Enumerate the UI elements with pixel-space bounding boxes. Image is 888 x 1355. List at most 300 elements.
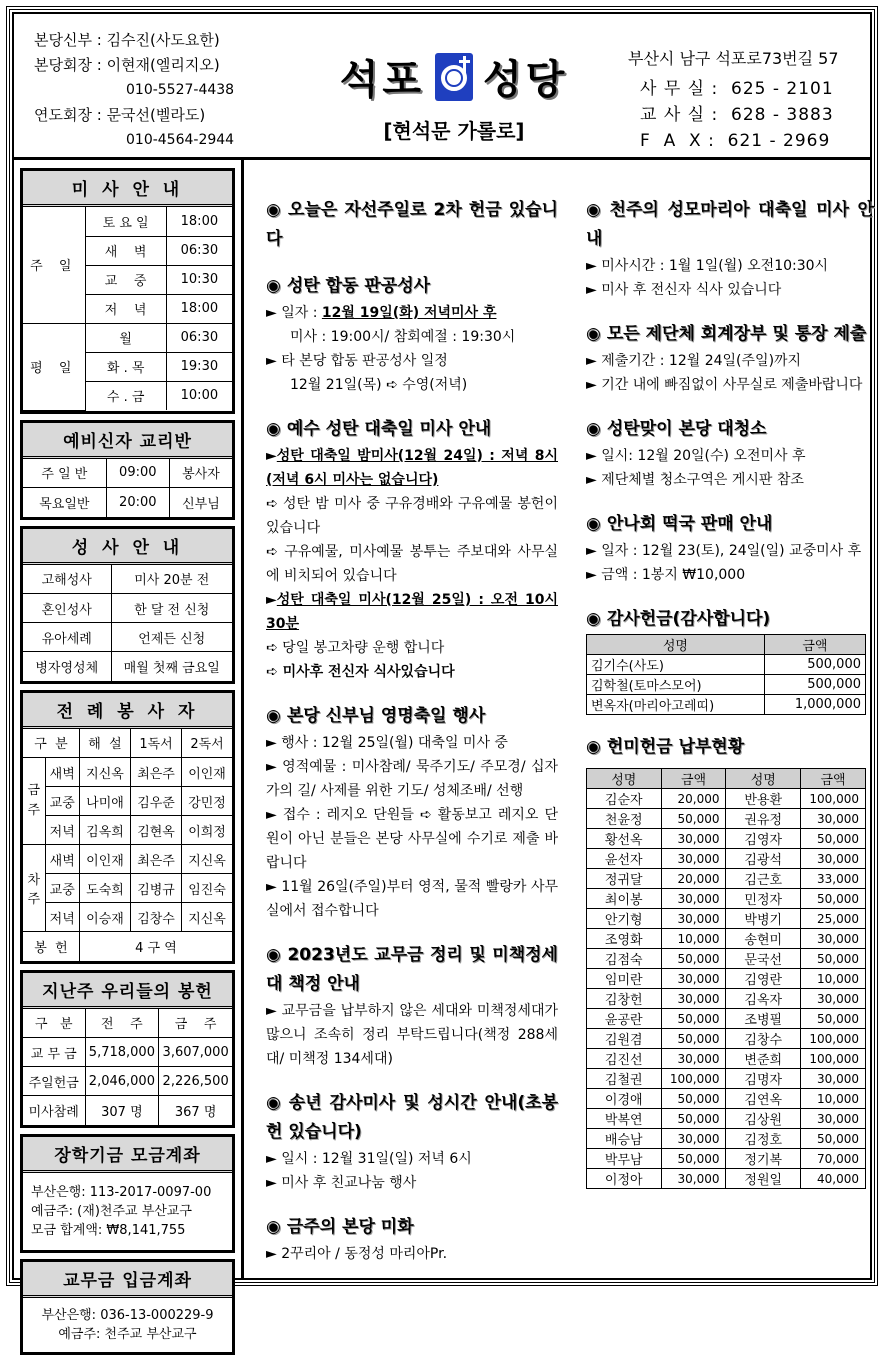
class-teacher: 봉사자 — [169, 459, 232, 488]
announcement-line: ► 일자 : 12월 23(토), 24일(일) 교중미사 후 — [586, 543, 862, 559]
server: 지신옥 — [79, 758, 130, 787]
yearly-president-row: 연도회장 : 문국선(벨라도) — [34, 106, 206, 124]
donor-name: 김상원 — [726, 1109, 801, 1129]
announcement-title: 성탄맞이 본당 대청소 — [606, 419, 767, 439]
server: 최은주 — [131, 758, 182, 787]
contact-info — [628, 46, 839, 154]
bullet-icon: ◉ — [266, 1217, 281, 1237]
donor-name: 조영화 — [587, 929, 662, 949]
catechumen-table — [23, 459, 232, 517]
dues-account-title: 교무금 입금계좌 — [23, 1262, 232, 1298]
server: 도숙희 — [79, 874, 130, 903]
announcement-title: 모든 제단체 회계장부 및 통장 제출 — [606, 324, 867, 344]
slot: 교중 — [45, 874, 79, 903]
bulletin-header — [14, 14, 870, 160]
donor-name: 황선옥 — [587, 829, 662, 849]
server: 최은주 — [131, 845, 182, 874]
announcements-right — [578, 160, 874, 1278]
donor-name: 박무남 — [587, 1149, 662, 1169]
donation-amount: 500,000 — [764, 655, 865, 675]
donation-amount: 30,000 — [661, 1129, 726, 1149]
donor-name: 배승남 — [587, 1129, 662, 1149]
donor-name: 정원일 — [726, 1169, 801, 1189]
class-time: 09:00 — [106, 459, 169, 488]
donor-name: 이정아 — [587, 1169, 662, 1189]
bullet-icon: ◉ — [266, 276, 281, 296]
announcement-line: ► 11월 26일(주일)부터 영적, 물적 빨랑카 사무실에서 접수합니다 — [266, 879, 558, 919]
announcement-line: ► 미사 후 친교나눔 행사 — [266, 1175, 417, 1191]
table-row — [587, 1049, 866, 1069]
announcement-line: ► 미사 후 전신자 식사 있습니다 — [586, 282, 782, 298]
donor-name: 박복연 — [587, 1109, 662, 1129]
donation-amount: 10,000 — [801, 1089, 866, 1109]
sacrament-name: 고해성사 — [23, 565, 111, 594]
mass-name: 교 중 — [85, 265, 166, 294]
donation-amount: 500,000 — [764, 675, 865, 695]
sacrament-info: 한 달 전 신청 — [111, 594, 232, 623]
donation-amount: 20,000 — [661, 789, 726, 809]
donor-name: 변옥자(마리아고레띠) — [587, 695, 765, 715]
col-header: 성명 — [726, 769, 801, 789]
table-row — [587, 849, 866, 869]
col-header: 1독서 — [131, 729, 182, 758]
donor-name: 민정자 — [726, 889, 801, 909]
donor-name: 문국선 — [726, 949, 801, 969]
announcement-title: 예수 성탄 대축일 미사 안내 — [286, 419, 492, 439]
class-time: 20:00 — [106, 488, 169, 517]
table-row — [587, 889, 866, 909]
donor-name: 김기수(사도) — [587, 655, 765, 675]
announcement — [266, 272, 558, 397]
mass-time: 06:30 — [166, 236, 232, 265]
server: 김현옥 — [131, 816, 182, 845]
donation-amount: 70,000 — [801, 1149, 866, 1169]
table-row — [587, 1089, 866, 1109]
donation-amount: 100,000 — [661, 1069, 726, 1089]
bullet-icon: ◉ — [266, 945, 282, 965]
president-name: 이현재(엘리지오) — [106, 56, 220, 74]
announcement-line: ► 기간 내에 빠짐없이 사무실로 제출바랍니다 — [586, 377, 863, 393]
president-label: 본당회장 — [34, 56, 92, 74]
thanks-offering-section — [586, 605, 874, 715]
donor-name: 박병기 — [726, 909, 801, 929]
announcement-title: 천주의 성모마리아 대축일 미사 안내 — [586, 200, 874, 249]
announcement-title: 송년 감사미사 및 성시간 안내(초봉헌 있습니다) — [266, 1093, 558, 1142]
liturgy-servers-title: 전 례 봉 사 자 — [23, 693, 232, 729]
donor-name: 김영란 — [726, 969, 801, 989]
donation-amount: 30,000 — [661, 1169, 726, 1189]
server: 강민정 — [182, 787, 232, 816]
table-row — [587, 1129, 866, 1149]
donation-amount: 100,000 — [801, 789, 866, 809]
server: 김창수 — [131, 903, 182, 932]
table-row — [587, 695, 866, 715]
offering-type: 주일헌금 — [23, 1067, 85, 1096]
table-row — [587, 829, 866, 849]
donation-amount: 30,000 — [661, 889, 726, 909]
donation-amount: 100,000 — [801, 1029, 866, 1049]
offering-label: 봉 헌 — [23, 932, 79, 961]
donation-amount: 50,000 — [801, 889, 866, 909]
sacrament-name: 유아세례 — [23, 623, 111, 652]
announcement-line: ► 2꾸리아 / 동정성 마리아Pr. — [266, 1246, 448, 1262]
patron-subtitle: [현석문 가롤로] — [383, 119, 525, 143]
donation-amount: 30,000 — [661, 849, 726, 869]
table-row — [587, 949, 866, 969]
pastor-label: 본당신부 — [34, 31, 92, 49]
table-row — [587, 869, 866, 889]
announcement-title: 본당 신부님 영명축일 행사 — [286, 706, 486, 726]
masthead — [314, 48, 594, 144]
col-header: 구 분 — [23, 729, 79, 758]
title-part-1: 석포 — [339, 57, 425, 103]
announcement — [266, 941, 558, 1071]
table-row — [587, 1069, 866, 1089]
donation-amount: 30,000 — [661, 829, 726, 849]
office-phone: 사 무 실 : 625 - 2101 — [640, 79, 834, 99]
slot: 교중 — [45, 787, 79, 816]
thanks-offering-table — [586, 634, 866, 715]
donation-amount: 30,000 — [661, 989, 726, 1009]
president-row: 본당회장 : 이현재(엘리지오) — [34, 56, 220, 74]
offering-type: 교 무 금 — [23, 1038, 85, 1067]
donation-amount: 33,000 — [801, 869, 866, 889]
donation-amount: 50,000 — [801, 1009, 866, 1029]
col-header: 금액 — [801, 769, 866, 789]
donor-name: 변준희 — [726, 1049, 801, 1069]
donor-name: 김영자 — [726, 829, 801, 849]
donor-name: 김학철(토마스모어) — [587, 675, 765, 695]
donation-amount: 50,000 — [661, 809, 726, 829]
class-name: 주 일 반 — [23, 459, 106, 488]
mass-name: 수 . 금 — [85, 381, 166, 410]
announcement — [266, 702, 558, 923]
slot: 새벽 — [45, 758, 79, 787]
col-header: 2독서 — [182, 729, 232, 758]
donor-name: 김정호 — [726, 1129, 801, 1149]
donation-amount: 1,000,000 — [764, 695, 865, 715]
catechumen-box — [20, 420, 235, 520]
curr-amount: 367 명 — [159, 1096, 232, 1125]
server: 김옥희 — [79, 816, 130, 845]
staff-info — [34, 28, 234, 153]
donation-amount: 30,000 — [661, 969, 726, 989]
bank-account: 부산은행: 036-13-000229-9 — [41, 1307, 214, 1323]
donation-amount: 30,000 — [801, 849, 866, 869]
yearly-president-name: 문국선(벨라도) — [106, 106, 206, 124]
server: 임진숙 — [182, 874, 232, 903]
liturgy-servers-box — [20, 690, 235, 964]
mass-time: 10:00 — [166, 381, 232, 410]
dues-account-details — [23, 1298, 232, 1352]
donor-name: 이경애 — [587, 1089, 662, 1109]
col-header: 금 주 — [159, 1009, 232, 1038]
donor-name: 김창수 — [726, 1029, 801, 1049]
sacraments-title: 성 사 안 내 — [23, 529, 232, 565]
donation-amount: 30,000 — [661, 1049, 726, 1069]
bank-account: 부산은행: 113-2017-0097-00 — [31, 1184, 212, 1200]
bullet-icon: ◉ — [586, 419, 601, 439]
server: 이승재 — [79, 903, 130, 932]
mass-name: 새 벽 — [85, 236, 166, 265]
announcement-line: ➪ 당일 봉고차량 운행 합니다 — [266, 640, 445, 656]
sunday-label: 주 일 — [23, 207, 85, 323]
announcement-line: ►성탄 대축일 밤미사(12월 24일) : 저녁 8시(저녁 6시 미사는 없습니다) — [266, 448, 558, 488]
bullet-icon: ◉ — [266, 200, 282, 220]
mass-time: 06:30 — [166, 323, 232, 352]
donation-amount: 100,000 — [801, 1049, 866, 1069]
president-phone: 010-5527-4438 — [126, 82, 235, 98]
announcement-title: 성탄 합동 판공성사 — [286, 276, 431, 296]
announcements-middle — [252, 160, 572, 1278]
donor-name: 김점숙 — [587, 949, 662, 969]
slot: 저녁 — [45, 816, 79, 845]
donor-name: 김순자 — [587, 789, 662, 809]
bullet-icon: ◉ — [586, 737, 601, 757]
curr-amount: 2,226,500 — [159, 1067, 232, 1096]
announcement-line: ➪ 성탄 밤 미사 중 구유경배와 구유예물 봉헌이 있습니다 — [266, 496, 558, 536]
announcement-line: ► 일시 : 12월 31일(일) 저녁 6시 — [266, 1151, 472, 1167]
offerings-title: 지난주 우리들의 봉헌 — [23, 973, 232, 1009]
rice-offering-section — [586, 733, 874, 1189]
donor-name: 김근호 — [726, 869, 801, 889]
bullet-icon: ◉ — [586, 324, 601, 344]
account-holder: 예금주: (재)천주교 부산교구 — [31, 1203, 192, 1219]
announcement-line: ► 제단체별 청소구역은 게시판 참조 — [586, 472, 804, 488]
mass-time: 10:30 — [166, 265, 232, 294]
table-row — [587, 909, 866, 929]
donation-amount: 50,000 — [661, 1089, 726, 1109]
announcement — [586, 196, 874, 302]
scholarship-details — [23, 1173, 232, 1250]
donor-name: 권유정 — [726, 809, 801, 829]
donor-name: 김철권 — [587, 1069, 662, 1089]
dues-account-box — [20, 1259, 235, 1355]
server: 이희정 — [182, 816, 232, 845]
announcement-line: ► 접수 : 레지오 단원들 ➪ 활동보고 레지오 단원이 아닌 분들은 본당 사무실에 수기로 제출 바랍니다 — [266, 807, 558, 871]
donor-name: 조병필 — [726, 1009, 801, 1029]
table-row — [587, 655, 866, 675]
mass-time: 18:00 — [166, 207, 232, 236]
donor-name: 김창헌 — [587, 989, 662, 1009]
donation-amount: 50,000 — [801, 1129, 866, 1149]
announcement-line: ➪ 미사후 전신자 식사있습니다 — [266, 664, 455, 680]
bullet-icon: ◉ — [266, 419, 281, 439]
sacrament-info: 미사 20분 전 — [111, 565, 232, 594]
donor-name: 송현미 — [726, 929, 801, 949]
server: 지신옥 — [182, 903, 232, 932]
donor-name: 김옥자 — [726, 989, 801, 1009]
announcement — [266, 415, 558, 684]
server: 이인재 — [182, 758, 232, 787]
scholarship-box — [20, 1134, 235, 1253]
announcement — [266, 196, 558, 254]
announcement — [586, 510, 874, 587]
bulletin-page — [6, 6, 878, 1342]
announcement-line: ► 영적예물 : 미사참례/ 묵주기도/ 주모경/ 십자가의 길/ 사제를 위한 기도/ 성체조배/ 선행 — [266, 759, 558, 799]
col-header: 해 설 — [79, 729, 130, 758]
server: 나미애 — [79, 787, 130, 816]
donor-name: 윤공란 — [587, 1009, 662, 1029]
yearly-president-label: 연도회장 — [34, 106, 92, 124]
pastor-row: 본당신부 : 김수진(사도요한) — [34, 31, 220, 49]
bullet-icon: ◉ — [266, 706, 281, 726]
announcement-title: 헌미헌금 납부현황 — [606, 737, 745, 757]
donation-amount: 30,000 — [661, 909, 726, 929]
rice-offering-table — [586, 768, 866, 1189]
table-row — [587, 1009, 866, 1029]
church-logo-icon — [435, 53, 473, 101]
announcement-line: 미사 : 19:00시/ 참회예절 : 19:30시 — [290, 329, 516, 345]
bullet-icon: ◉ — [586, 514, 601, 534]
offerings-table — [23, 1009, 232, 1125]
yearly-president-phone: 010-4564-2944 — [126, 132, 235, 148]
slot: 새벽 — [45, 845, 79, 874]
liturgy-servers-table — [23, 729, 232, 961]
col-header: 성명 — [587, 635, 765, 655]
table-row — [587, 1169, 866, 1189]
sacrament-name: 혼인성사 — [23, 594, 111, 623]
donor-name: 임미란 — [587, 969, 662, 989]
server: 김우준 — [131, 787, 182, 816]
teacher-room-phone: 교 사 실 : 628 - 3883 — [640, 105, 834, 125]
sacrament-info: 매월 첫째 금요일 — [111, 652, 232, 681]
announcement — [266, 1089, 558, 1195]
class-name: 목요일반 — [23, 488, 106, 517]
announcement — [266, 1213, 558, 1266]
table-row — [587, 675, 866, 695]
bullet-icon: ◉ — [586, 609, 601, 629]
donor-name: 안기형 — [587, 909, 662, 929]
col-header: 금액 — [764, 635, 865, 655]
announcement — [586, 415, 874, 492]
donor-name: 정귀달 — [587, 869, 662, 889]
sacraments-table — [23, 565, 232, 681]
scholarship-title: 장학기금 모금계좌 — [23, 1137, 232, 1173]
sacrament-name: 병자영성체 — [23, 652, 111, 681]
col-header: 구 분 — [23, 1009, 85, 1038]
donation-amount: 50,000 — [661, 949, 726, 969]
curr-amount: 3,607,000 — [159, 1038, 232, 1067]
donation-amount: 50,000 — [661, 1009, 726, 1029]
mass-name: 토 요 일 — [85, 207, 166, 236]
bullet-icon: ◉ — [266, 1093, 283, 1113]
donor-name: 윤선자 — [587, 849, 662, 869]
church-title — [314, 48, 594, 105]
mass-time: 19:30 — [166, 352, 232, 381]
announcement-line: ► 일시: 12월 20일(수) 오전미사 후 — [586, 448, 806, 464]
donation-amount: 10,000 — [801, 969, 866, 989]
pastor-name: 김수진(사도요한) — [106, 31, 220, 49]
donation-amount: 50,000 — [801, 829, 866, 849]
announcement-line: ►성탄 대축일 미사(12월 25일) : 오전 10시 30분 — [266, 592, 558, 632]
announcement-line: ► 금액 : 1봉지 ₩10,000 — [586, 567, 746, 583]
server: 지신옥 — [182, 845, 232, 874]
group-label: 차주 — [23, 845, 45, 932]
announcement-line: 12월 21일(목) ➪ 수영(저녁) — [290, 377, 468, 393]
announcement-line: ► 일자 : 12월 19일(화) 저녁미사 후 — [266, 305, 497, 321]
weekday-label: 평 일 — [23, 323, 85, 410]
donor-name: 김진선 — [587, 1049, 662, 1069]
donor-name: 김광석 — [726, 849, 801, 869]
donation-amount: 40,000 — [801, 1169, 866, 1189]
mass-name: 월 — [85, 323, 166, 352]
total-raised: 모금 합계액: ₩8,141,755 — [31, 1222, 186, 1238]
donation-amount: 50,000 — [661, 1149, 726, 1169]
donation-amount: 50,000 — [661, 1029, 726, 1049]
mass-schedule-title: 미 사 안 내 — [23, 171, 232, 207]
col-header: 성명 — [587, 769, 662, 789]
donor-name: 정기복 — [726, 1149, 801, 1169]
offerings-box — [20, 970, 235, 1128]
donation-amount: 30,000 — [801, 1069, 866, 1089]
announcement — [586, 320, 874, 397]
announcement-line: ► 타 본당 합동 판공성사 일정 — [266, 353, 448, 369]
mass-name: 저 녁 — [85, 294, 166, 323]
mass-schedule-table — [23, 207, 232, 411]
donor-name: 김원겸 — [587, 1029, 662, 1049]
announcement-title: 안나회 떡국 판매 안내 — [606, 514, 773, 534]
announcement-title: 2023년도 교무금 정리 및 미책정세대 책정 안내 — [266, 945, 558, 994]
donor-name: 천윤정 — [587, 809, 662, 829]
donation-amount: 30,000 — [801, 809, 866, 829]
table-row — [587, 1029, 866, 1049]
table-row — [587, 789, 866, 809]
col-header: 금액 — [661, 769, 726, 789]
title-part-2: 성당 — [483, 57, 569, 103]
donor-name: 최이봉 — [587, 889, 662, 909]
donation-amount: 50,000 — [801, 949, 866, 969]
table-row — [587, 969, 866, 989]
donation-amount: 30,000 — [801, 989, 866, 1009]
account-holder: 예금주: 천주교 부산교구 — [58, 1326, 197, 1342]
mass-time: 18:00 — [166, 294, 232, 323]
mass-schedule-box — [20, 168, 235, 414]
donation-amount: 25,000 — [801, 909, 866, 929]
left-sidebar — [14, 160, 244, 1342]
table-row — [587, 1109, 866, 1129]
prev-amount: 2,046,000 — [85, 1067, 159, 1096]
donor-name: 김명자 — [726, 1069, 801, 1089]
catechumen-title: 예비신자 교리반 — [23, 423, 232, 459]
server: 김병규 — [131, 874, 182, 903]
announcement-line: ► 교무금을 납부하지 않은 세대와 미책정세대가 많으니 조속히 정리 부탁드립니다(책정 288세대/ 미책정 134세대) — [266, 1003, 558, 1067]
table-row — [587, 1149, 866, 1169]
sacraments-box — [20, 526, 235, 684]
sacrament-info: 언제든 신청 — [111, 623, 232, 652]
announcement-title: 감사헌금(감사합니다) — [606, 609, 771, 629]
fax-number: F A X : 621 - 2969 — [640, 131, 831, 151]
donation-amount: 20,000 — [661, 869, 726, 889]
donation-amount: 50,000 — [661, 1109, 726, 1129]
server: 이인재 — [79, 845, 130, 874]
announcement-line: ► 행사 : 12월 25일(월) 대축일 미사 중 — [266, 735, 508, 751]
offering-district: 4 구 역 — [79, 932, 232, 961]
donation-amount: 10,000 — [661, 929, 726, 949]
col-header: 전 주 — [85, 1009, 159, 1038]
offering-type: 미사참례 — [23, 1096, 85, 1125]
donor-name: 김연옥 — [726, 1089, 801, 1109]
donor-name: 반용환 — [726, 789, 801, 809]
slot: 저녁 — [45, 903, 79, 932]
bullet-icon: ◉ — [586, 200, 604, 220]
address: 부산시 남구 석포로73번길 57 — [628, 49, 839, 68]
announcement-title: 금주의 본당 미화 — [286, 1217, 414, 1237]
donation-amount: 30,000 — [801, 1109, 866, 1129]
prev-amount: 5,718,000 — [85, 1038, 159, 1067]
group-label: 금주 — [23, 758, 45, 845]
prev-amount: 307 명 — [85, 1096, 159, 1125]
